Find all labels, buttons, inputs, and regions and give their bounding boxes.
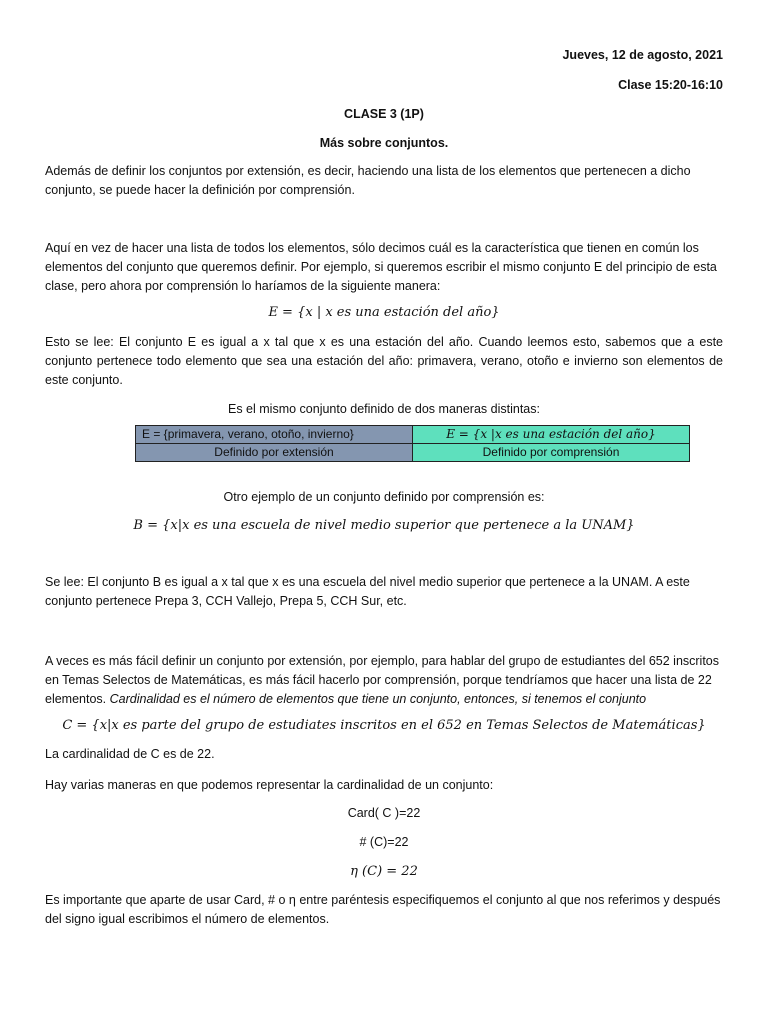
formula-card: Card( C )=22: [347, 806, 421, 820]
date-line: Jueves, 12 de agosto, 2021: [562, 48, 723, 62]
class-time: Clase 15:20-16:10: [618, 78, 723, 92]
paragraph-cardinality-intro: [45, 652, 723, 709]
class-title: CLASE 3 (1P): [344, 107, 424, 121]
table-caption: Es el mismo conjunto definido de dos maneras distintas:: [228, 402, 540, 416]
paragraph-reading-e: Esto se lee: El conjunto E es igual a x tal que x es una estación del año. Cuando leemos esto, sabemos que a este conjunto pertenece todo elemento que sea una estación del año: primavera, verano, otoño e invierno son elementos de este conjunto.: [45, 335, 723, 387]
paragraph-closing: Es importante que aparte de usar Card, # o η entre paréntesis especifiquemos el conjunto al que nos referimos y después del signo igual escribimos el número de elementos.: [45, 893, 721, 926]
cardinality-intro-text: A veces es más fácil definir un conjunto por extensión, por ejemplo, para hablar del grupo de estudiantes del 652 inscritos en Temas Selectos de Matemáticas, es más fácil hacerlo por comprensión, porque tendríamos que hacer una lista de 22 elementos.: [45, 654, 720, 706]
comprehension-set-cell: E = {x |x es una estación del año}: [413, 426, 690, 444]
formula-eta: η (C) = 22: [350, 864, 418, 879]
comparison-table: [135, 425, 690, 462]
formula-b-set: B = {x|x es una escuela de nivel medio superior que pertenece a la UNAM}: [133, 518, 635, 533]
formula-e-set: E = {x | x es una estación del año}: [268, 305, 500, 320]
table-row: [136, 426, 690, 444]
comprehension-label-cell: Definido por comprensión: [413, 444, 690, 462]
extension-label-cell: Definido por extensión: [136, 444, 413, 462]
section-subtitle: Más sobre conjuntos.: [319, 136, 449, 150]
extension-set-cell: E = {primavera, verano, otoño, invierno}: [136, 426, 413, 444]
formula-c-set: C = {x|x es parte del grupo de estudiates inscritos en el 652 en Temas Selectos de Matemáticas}: [62, 718, 706, 733]
cardinality-definition: Cardinalidad es el número de elementos que tiene un conjunto, entonces, si tenemos el conjunto: [109, 692, 647, 706]
paragraph-ways: Hay varias maneras en que podemos representar la cardinalidad de un conjunto:: [45, 778, 494, 792]
paragraph-cardinality-c: La cardinalidad de C es de 22.: [45, 747, 215, 761]
formula-hash: # (C)=22: [359, 835, 409, 849]
paragraph-reading-b: Se lee: El conjunto B es igual a x tal que x es una escuela del nivel medio superior que pertenece a la UNAM. A este conjunto pertenece Prepa 3, CCH Vallejo, Prepa 5, CCH Sur, etc.: [45, 575, 690, 608]
paragraph-intro: Además de definir los conjuntos por extensión, es decir, haciendo una lista de los elementos que pertenecen a dicho conjunto, se puede hacer la definición por comprensión.: [45, 164, 691, 197]
paragraph-comprehension: Aquí en vez de hacer una lista de todos los elementos, sólo decimos cuál es la característica que tienen en común los elementos del conjunto que queremos definir. Por ejemplo, si queremos escribir el mismo conjunto E del principio de esta clase, pero ahora por comprensión lo haríamos de la siguiente manera:: [45, 241, 717, 293]
paragraph-other-example: Otro ejemplo de un conjunto definido por comprensión es:: [223, 490, 545, 504]
table-row: [136, 444, 690, 462]
